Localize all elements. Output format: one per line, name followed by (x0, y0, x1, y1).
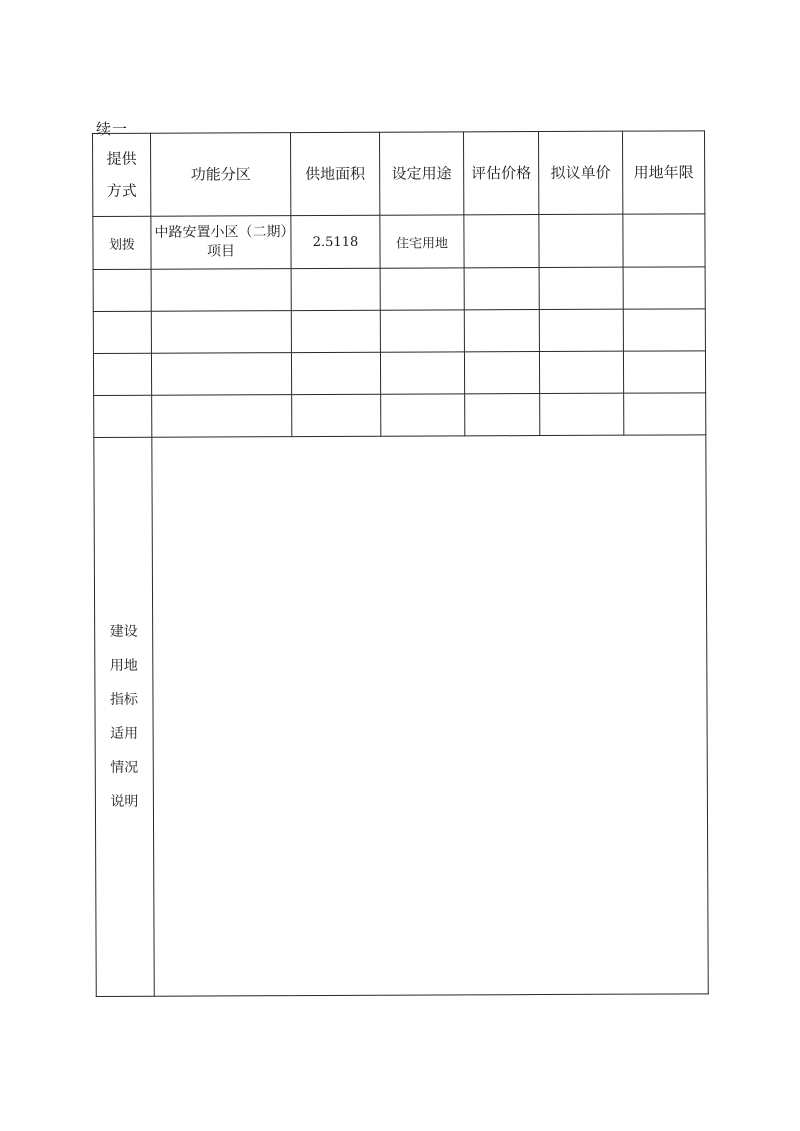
cell-land-area (291, 352, 380, 394)
cell-functional-zone (151, 353, 291, 396)
cell-appraised-price (464, 352, 539, 394)
table-row (93, 214, 705, 270)
cell-land-term (623, 267, 705, 309)
header-functional-zone: 功能分区 (151, 133, 291, 217)
cell-supply-method (93, 311, 151, 353)
cell-supply-method: 划拨 (93, 216, 151, 269)
header-appraised-price: 评估价格 (463, 132, 538, 215)
land-supply-sheet (92, 130, 708, 1001)
cell-supply-method (94, 395, 152, 437)
cell-land-term (623, 214, 705, 267)
cell-land-area (291, 268, 380, 310)
cell-proposed-unit-price (540, 393, 624, 435)
cell-proposed-unit-price (539, 214, 623, 267)
cell-intended-use: 住宅用地 (380, 215, 464, 268)
notes-content (152, 435, 708, 996)
cell-supply-method (93, 269, 151, 311)
table-row (93, 351, 705, 396)
header-intended-use: 设定用途 (379, 132, 463, 215)
cell-appraised-price (465, 394, 540, 436)
cell-proposed-unit-price (539, 309, 623, 351)
notes-label-line: 建设 (109, 623, 138, 640)
land-supply-table (92, 130, 709, 997)
cell-supply-method (93, 353, 151, 395)
notes-label-line: 指标 (109, 691, 139, 708)
cell-appraised-price (464, 268, 539, 310)
cell-functional-zone (151, 311, 291, 354)
table-row (93, 309, 705, 354)
header-supply-method-line-1: 提供 (106, 149, 137, 168)
cell-intended-use (380, 310, 464, 352)
header-proposed-unit-price: 拟议单价 (538, 131, 622, 214)
notes-label (94, 437, 154, 996)
notes-label-line: 适用 (110, 725, 139, 742)
cell-functional-zone: 中路安置小区（二期）项目 (151, 216, 291, 270)
notes-label-line: 说明 (110, 793, 139, 810)
cell-functional-zone (151, 269, 291, 312)
header-land-area: 供地面积 (291, 132, 380, 215)
cell-intended-use (380, 268, 464, 310)
cell-land-term (624, 393, 706, 435)
cell-appraised-price (464, 310, 539, 352)
cell-proposed-unit-price (539, 351, 623, 393)
cell-land-area (291, 310, 380, 352)
cell-intended-use (381, 394, 465, 436)
cell-land-term (623, 351, 705, 393)
header-row (93, 131, 705, 217)
header-land-term: 用地年限 (622, 131, 704, 214)
cell-intended-use (380, 352, 464, 394)
cell-functional-zone (152, 395, 292, 438)
header-supply-method (93, 133, 151, 216)
cell-land-area: 2.5118 (291, 215, 380, 268)
cell-land-area (292, 394, 381, 436)
header-supply-method-line-2: 方式 (106, 181, 137, 200)
notes-row (94, 435, 708, 997)
notes-label-line: 情况 (110, 759, 139, 776)
table-row (94, 393, 706, 438)
cell-appraised-price (464, 215, 539, 268)
cell-proposed-unit-price (539, 267, 623, 309)
table-row (93, 267, 705, 312)
notes-label-line: 用地 (109, 657, 138, 674)
cell-land-term (623, 309, 705, 351)
continued-label: 续一 (96, 120, 129, 138)
